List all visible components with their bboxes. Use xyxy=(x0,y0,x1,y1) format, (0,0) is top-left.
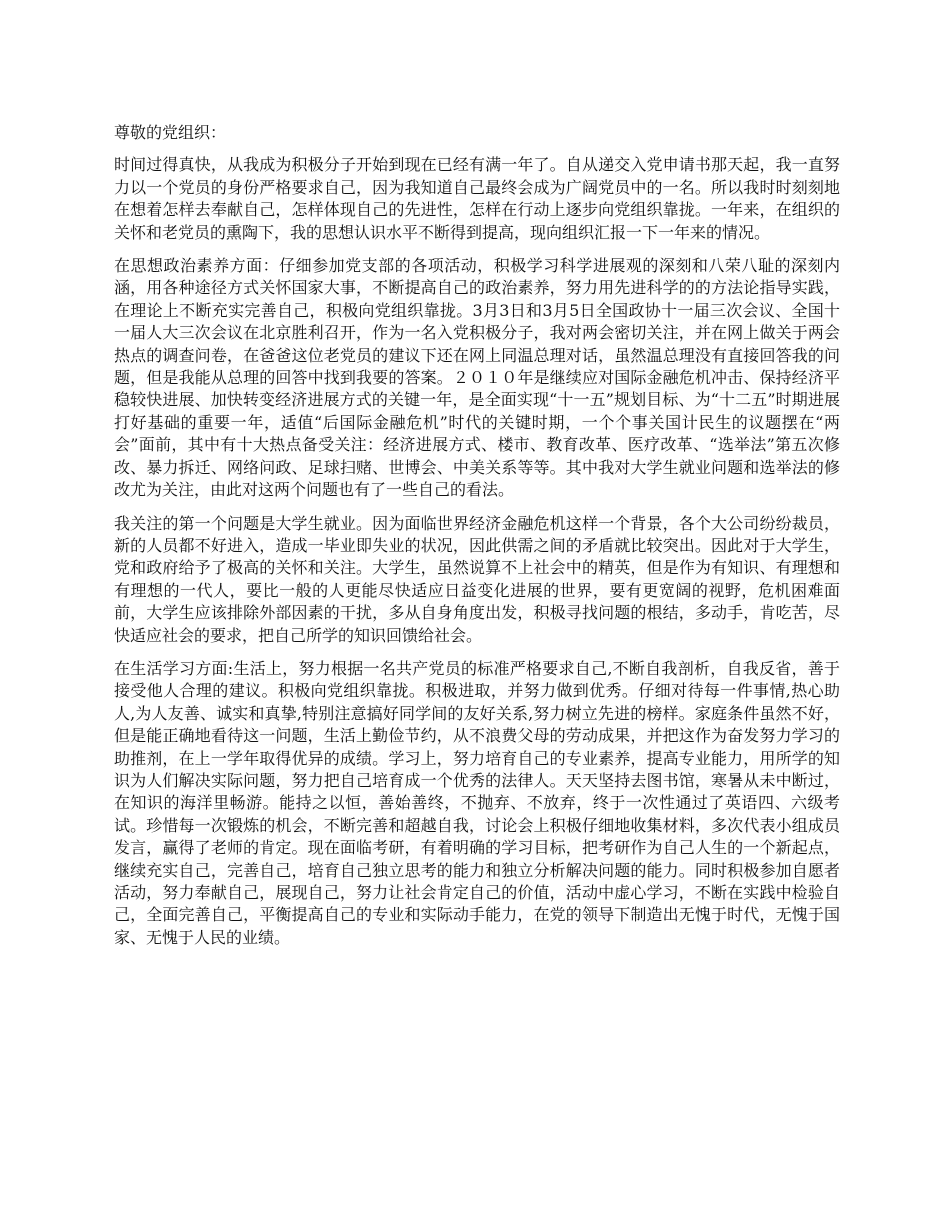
paragraph-employment: 我关注的第一个问题是大学生就业。因为面临世界经济金融危机这样一个背景，各个大公司纷纷裁员，新的人员都不好进入，造成一毕业即失业的状况，因此供需之间的矛盾就比较突出。因此对于大学生，党和政府给予了极高的关怀和关注。大学生，虽然说算不上社会中的精英，但是作为有知识、有理想和有理想的一代人，要比一般的人更能尽快适应日益变化进展的世界，要有更宽阔的视野，危机困难面前，大学生应该排除外部因素的干扰，多从自身角度出发，积极寻找问题的根结，多动手，肯吃苦，尽快适应社会的要求，把自己所学的知识回馈给社会。 xyxy=(114,513,840,645)
paragraph-life-study: 在生活学习方面:生活上，努力根据一名共产党员的标准严格要求自己,不断自我剖析，自我反省，善于接受他人合理的建议。积极向党组织靠拢。积极进取，并努力做到优秀。仔细对待每一件事情,热心助人,为人友善、诚实和真挚,特别注意搞好同学间的友好关系,努力树立先进的榜样。家庭条件虽然不好，但是能正确地看待这一问题，生活上勤俭节约，从不浪费父母的劳动成果，并把这作为奋发努力学习的助推剂，在上一学年取得优异的成绩。学习上，努力培育自己的专业素养，提高专业能力，用所学的知识为人们解决实际问题，努力把自己培育成一个优秀的法律人。天天坚持去图书馆，寒暑从未中断过，在知识的海洋里畅游。能持之以恒，善始善终，不抛弃、不放弃，终于一次性通过了英语四、六级考试。珍惜每一次锻炼的机会，不断完善和超越自我，讨论会上积极仔细地收集材料，多次代表小组成员发言，赢得了老师的肯定。现在面临考研，有着明确的学习目标，把考研作为自己人生的一个新起点，继续充实自己，完善自己，培育自己独立思考的能力和独立分析解决问题的能力。同时积极参加自愿者活动，努力奉献自己，展现自己，努力让社会肯定自己的价值，活动中虚心学习，不断在实践中检验自己，全面完善自己，平衡提高自己的专业和实际动手能力，在党的领导下制造出无愧于时代，无愧于国家、无愧于人民的业绩。 xyxy=(114,658,840,947)
document-page xyxy=(114,122,840,960)
salutation: 尊敬的党组织： xyxy=(114,123,227,142)
paragraph-intro: 时间过得真快，从我成为积极分子开始到现在已经有满一年了。自从递交入党申请书那天起，我一直努力以一个党员的身份严格要求自己，因为我知道自己最终会成为广阔党员中的一名。所以我时时刻刻地在想着怎样去奉献自己，怎样体现自己的先进性，怎样在行动上逐步向党组织靠拢。一年来，在组织的关怀和老党员的熏陶下，我的思想认识水平不断得到提高，现向组织汇报一下一年来的情况。 xyxy=(114,155,840,242)
paragraph-political: 在思想政治素养方面：仔细参加党支部的各项活动，积极学习科学进展观的深刻和八荣八耻的深刻内涵，用各种途径方式关怀国家大事，不断提高自己的政治素养，努力用先进科学的的方法论指导实践，在理论上不断充实完善自己，积极向党组织靠拢。3月3日和3月5日全国政协十一届三次会议、全国十一届人大三次会议在北京胜利召开，作为一名入党积极分子，我对两会密切关注，并在网上做关于两会热点的调查问卷，在爸爸这位老党员的建议下还在网上同温总理对话，虽然温总理没有直接回答我的问题，但是我能从总理的回答中找到我要的答案。２０１０年是继续应对国际金融危机冲击、保持经济平稳较快进展、加快转变经济进展方式的关键一年，是全面实现“十一五”规划目标、为“十二五”时期进展打好基础的重要一年，适值“后国际金融危机”时代的关键时期，一个个事关国计民生的议题摆在“两会”面前，其中有十大热点备受关注：经济进展方式、楼市、教育改革、医疗改革、“选举法”第五次修改、暴力拆迁、网络问政、足球扫赌、世博会、中美关系等等。其中我对大学生就业问题和选举法的修改尤为关注，由此对这两个问题也有了一些自己的看法。 xyxy=(114,256,840,500)
